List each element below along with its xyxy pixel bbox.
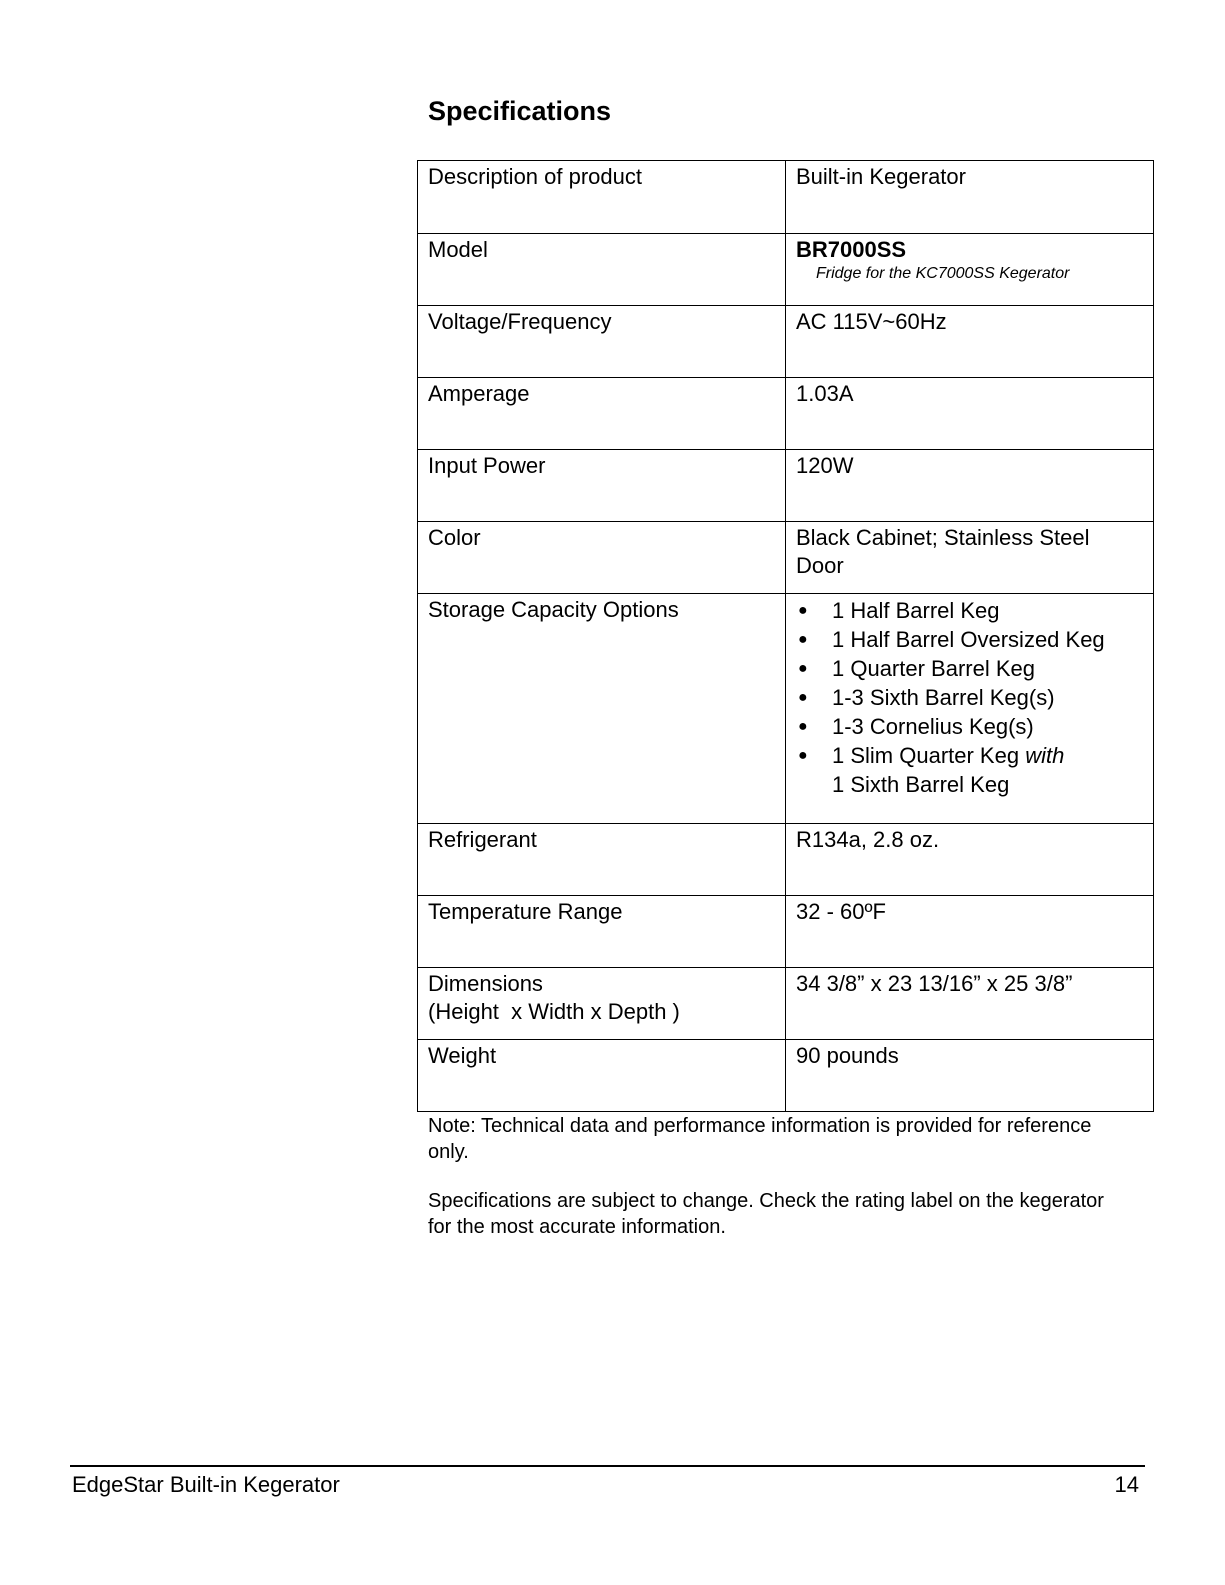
table-row (418, 378, 1154, 450)
table-row (418, 594, 1154, 824)
storage-options-list (796, 596, 1143, 799)
footer-title: EdgeStar Built-in Kegerator (72, 1472, 340, 1497)
bullet-icon: ● (798, 689, 808, 706)
footer-divider (70, 1465, 1145, 1467)
list-item: ● 1-3 Cornelius Keg(s) (798, 714, 1034, 739)
row-value (786, 234, 1154, 306)
row-label: Model (418, 234, 786, 306)
bullet-icon: ● (798, 631, 808, 648)
row-value: 34 3/8” x 23 13/16” x 25 3/8” (786, 968, 1154, 1040)
table-row (418, 234, 1154, 306)
list-item: ● 1 Slim Quarter Keg with 1 Sixth Barrel Keg (798, 743, 1065, 797)
table-row (418, 824, 1154, 896)
row-label: Temperature Range (418, 896, 786, 968)
list-item: ● 1 Quarter Barrel Keg (798, 656, 1035, 681)
bullet-icon: ● (798, 602, 808, 619)
specifications-table (417, 160, 1154, 1112)
row-value (786, 594, 1154, 824)
list-item: ● 1 Half Barrel Keg (798, 598, 1000, 623)
table-row (418, 968, 1154, 1040)
row-label: Dimensions (Height x Width x Depth ) (418, 968, 786, 1040)
row-value: AC 115V~60Hz (786, 306, 1154, 378)
row-value: Built-in Kegerator (786, 161, 1154, 234)
row-label: Description of product (418, 161, 786, 234)
row-value: 32 - 60ºF (786, 896, 1154, 968)
table-row (418, 522, 1154, 594)
specifications-note: Specifications are subject to change. Check the rating label on the kegerator for the most accurate information. (428, 1190, 1104, 1238)
model-code: BR7000SS (796, 237, 907, 262)
bullet-icon: ● (798, 747, 808, 764)
row-value: R134a, 2.8 oz. (786, 824, 1154, 896)
model-subtitle: Fridge for the KC7000SS Kegerator (816, 265, 1070, 282)
row-label: Input Power (418, 450, 786, 522)
table-row (418, 306, 1154, 378)
table-row (418, 161, 1154, 234)
row-label: Refrigerant (418, 824, 786, 896)
row-value: 1.03A (786, 378, 1154, 450)
list-item: ● 1 Half Barrel Oversized Keg (798, 627, 1105, 652)
table-row (418, 450, 1154, 522)
technical-note: Note: Technical data and performance information is provided for reference only. (428, 1115, 1092, 1163)
table-row (418, 1040, 1154, 1112)
row-label: Color (418, 522, 786, 594)
page-number: 14 (1114, 1472, 1139, 1497)
list-item: ● 1-3 Sixth Barrel Keg(s) (798, 685, 1055, 710)
bullet-icon: ● (798, 660, 808, 677)
bullet-icon: ● (798, 718, 808, 735)
row-label: Storage Capacity Options (418, 594, 786, 824)
row-value: 120W (786, 450, 1154, 522)
row-label: Weight (418, 1040, 786, 1112)
row-value: 90 pounds (786, 1040, 1154, 1112)
page-title: Specifications (428, 96, 612, 126)
row-label: Voltage/Frequency (418, 306, 786, 378)
row-value: Black Cabinet; Stainless Steel Door (786, 522, 1154, 594)
row-label: Amperage (418, 378, 786, 450)
table-row (418, 896, 1154, 968)
